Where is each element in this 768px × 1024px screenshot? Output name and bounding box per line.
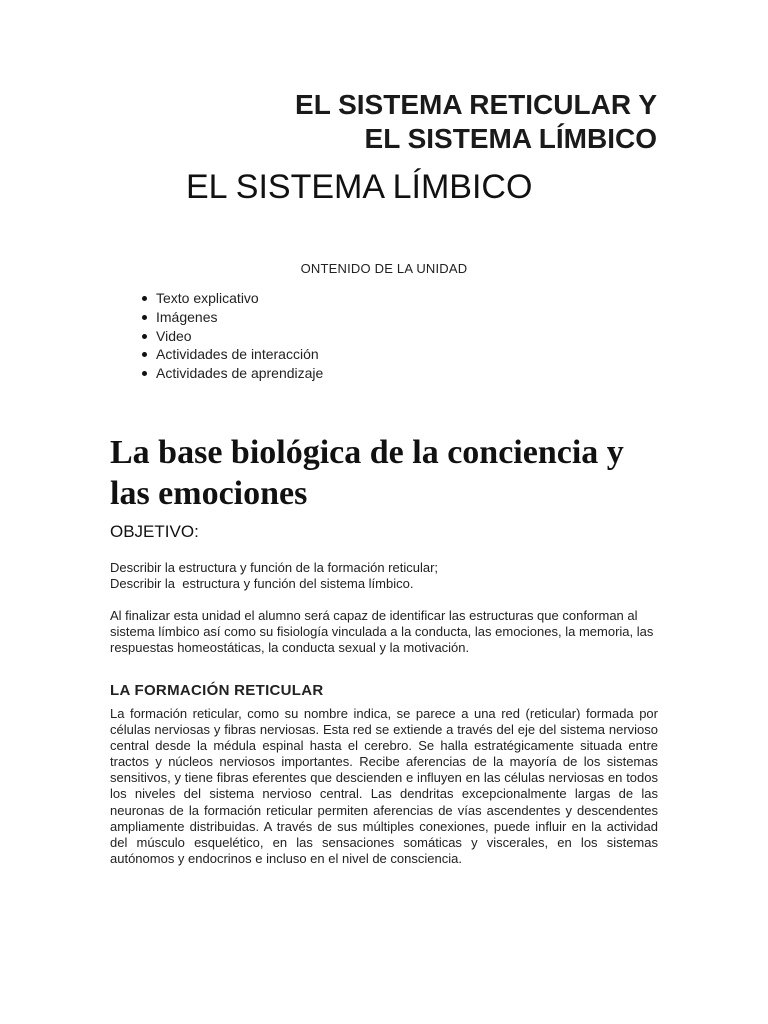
contents-heading [0,261,768,276]
title-line: EL SISTEMA RETICULAR Y [295,89,657,120]
list-item: Texto explicativo [156,289,323,308]
list-item: Video [156,327,323,346]
section-paragraph: La formación reticular, como su nombre indica, se parece a una red (reticular) formada por células nerviosas y fibras nerviosas. Esta red se extiende a través del eje del sistema nervioso central desde la médula espinal hasta el cerebro. Se halla estratégicamente situada entre tractos y núcleos nerviosos importantes. Recibe aferencias de la mayoría de los sistemas sensitivos, y tiene fibras eferentes que descienden e influyen en las células nerviosas en todos los niveles del sistema nervioso central. Las dendritas excepcionalmente largas de las neuronas de la formación reticular permiten aferencias de vías ascendentes y descendentes ampliamente distribuidas. A través de sus múltiples conexiones, puede influir en la actividad del músculo esquelético, en las sensaciones somáticas y viscerales, en los sistemas autónomos y endocrinos e incluso en el nivel de consciencia. [110,706,658,866]
objective-line: Describir la estructura y función del sistema límbico. [110,576,414,591]
objectives-block [110,560,670,592]
objective-label: OBJETIVO: [110,522,199,541]
contents-list [156,289,323,383]
contents-heading-text: ONTENIDO DE LA UNIDAD [300,261,468,276]
title-line: EL SISTEMA LÍMBICO [364,123,657,154]
section-heading: LA FORMACIÓN RETICULAR [110,682,324,699]
list-item: Actividades de interacción [156,345,323,364]
objective-line: Describir la estructura y función de la formación reticular; [110,560,439,575]
list-item: Actividades de aprendizaje [156,365,324,382]
document-title [295,88,657,156]
intro-paragraph: Al finalizar esta unidad el alumno será capaz de identificar las estructuras que conforman al sistema límbico así como su fisiología vinculada a la conducta, las emociones, la memoria, las respuestas homeostáticas, la conducta sexual y la motivación. [110,608,654,655]
main-heading: La base biológica de la conciencia y las emociones [110,434,624,512]
list-item: Imágenes [156,308,323,327]
section-subtitle: EL SISTEMA LÍMBICO [186,168,533,206]
